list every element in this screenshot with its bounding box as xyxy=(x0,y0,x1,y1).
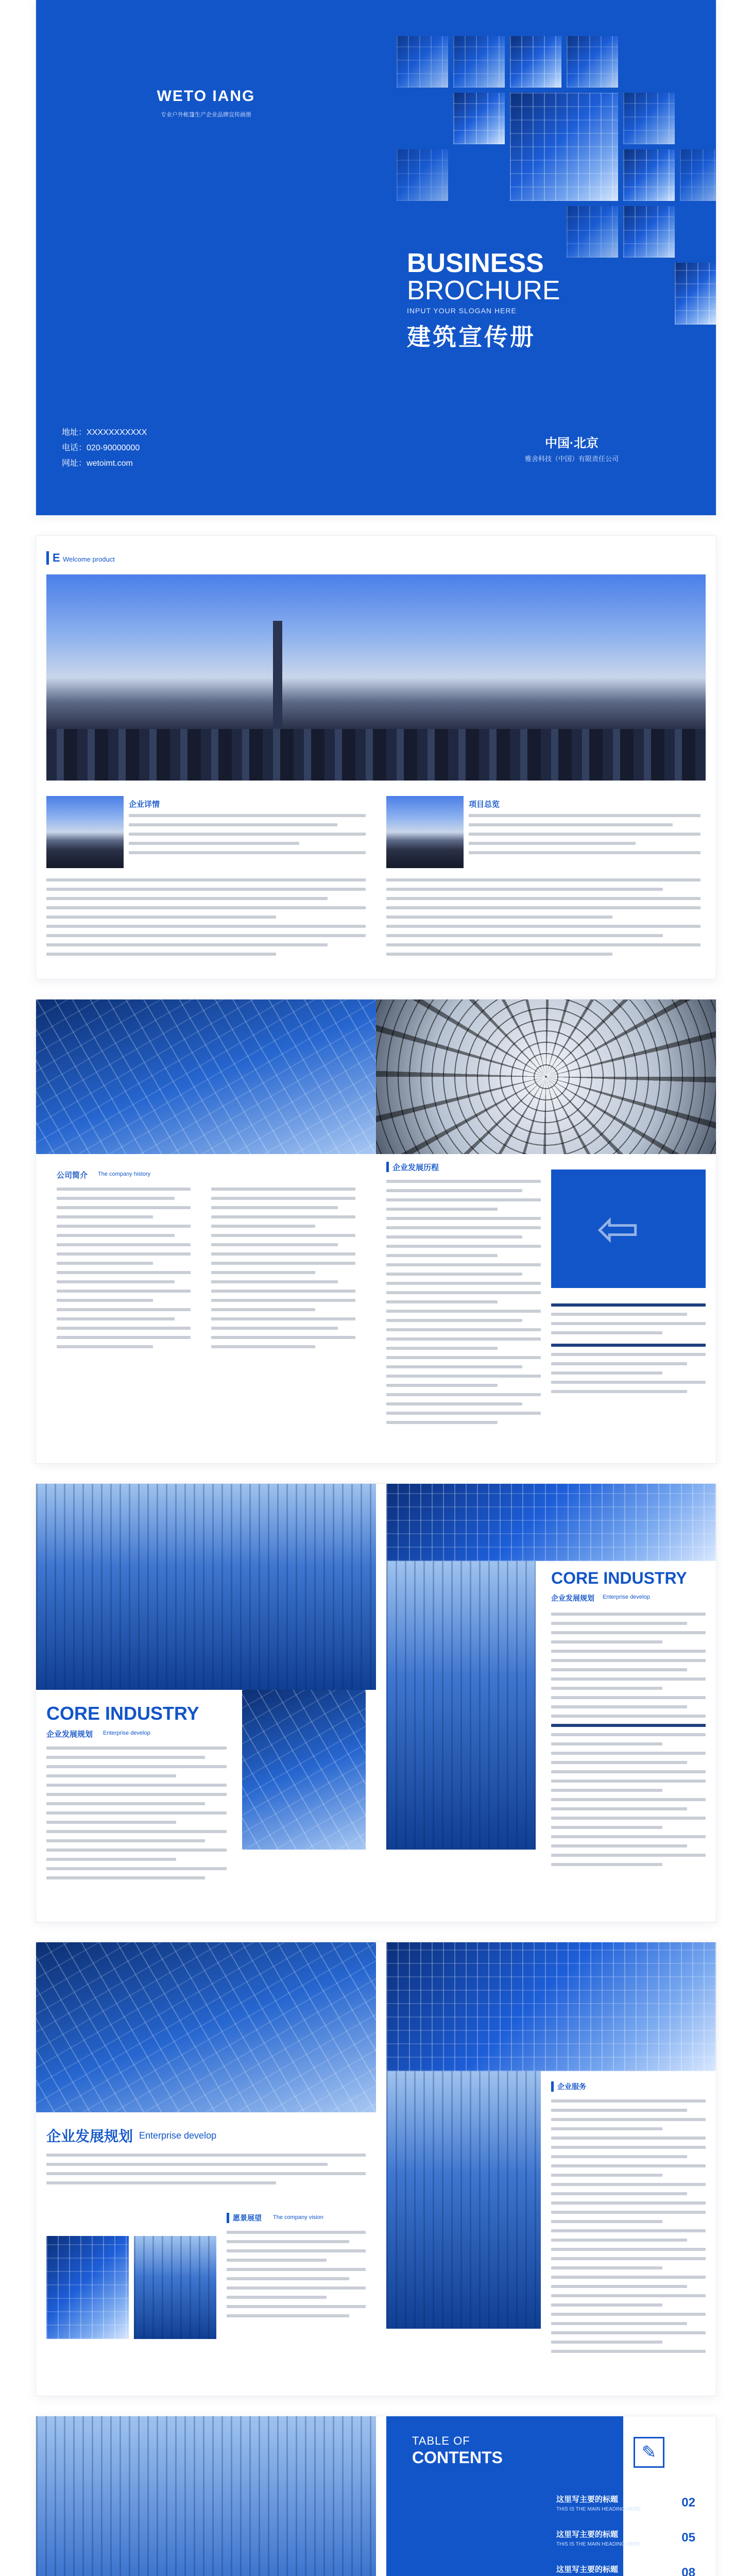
address-value: XXXXXXXXXXX xyxy=(87,428,147,437)
tag-bar xyxy=(551,2081,554,2092)
welcome-spread xyxy=(36,536,716,979)
text-block xyxy=(551,1613,706,1872)
mosaic-tile xyxy=(623,93,675,144)
company-spread xyxy=(36,999,716,1463)
detail-image-left xyxy=(46,796,124,868)
toc-page-number[interactable]: 08 xyxy=(681,2566,695,2576)
text-block xyxy=(227,2231,366,2324)
tower-image xyxy=(36,1484,376,1690)
text-block xyxy=(469,814,700,860)
history-heading: 企业发展历程 xyxy=(392,1163,439,1172)
toc-item-sub: THIS IS THE MAIN HEADING HERE xyxy=(556,2541,641,2547)
front-cover xyxy=(376,0,716,515)
toc-spread xyxy=(36,2416,716,2576)
mosaic-tile xyxy=(680,149,716,201)
plan-heading-en-right: Enterprise develop xyxy=(603,1594,650,1600)
text-block xyxy=(211,1188,355,1354)
section-heading-left: 企业详情 xyxy=(129,800,160,809)
text-block xyxy=(46,2154,366,2191)
arrow-icon: ⇦ xyxy=(596,1200,640,1258)
enterprise-spread xyxy=(36,1942,716,2396)
phone-value: 020-90000000 xyxy=(87,444,140,452)
plan-title: 企业发展规划 xyxy=(46,2128,133,2144)
welcome-tag-letter: E xyxy=(53,551,60,564)
city-panorama-image xyxy=(46,574,706,781)
facade-image-a xyxy=(46,2236,129,2339)
phone-label: 电话： xyxy=(62,444,87,452)
cover-cn-title: 建筑宣传册 xyxy=(407,324,536,350)
toc-item-sub: THIS IS THE MAIN HEADING HERE xyxy=(556,2506,641,2512)
section-heading-right: 项目总览 xyxy=(469,800,500,809)
cover-location: 中国·北京 xyxy=(545,436,599,450)
toc-item[interactable] xyxy=(556,2564,659,2576)
toc-title-2: CONTENTS xyxy=(412,2448,503,2467)
core-industry-spread xyxy=(36,1484,716,1922)
toc-item[interactable] xyxy=(556,2494,659,2512)
core-industry-title: CORE INDUSTRY xyxy=(46,1703,199,1724)
tag-bar xyxy=(227,2213,229,2223)
toc-item[interactable] xyxy=(556,2529,659,2547)
skyline xyxy=(46,729,706,781)
building-image-top xyxy=(386,1942,716,2071)
toc-item-title: 这里写主要的标题 xyxy=(556,2495,619,2504)
text-block xyxy=(386,1180,541,1430)
facade-image-b xyxy=(134,2236,216,2339)
plan-title-en: Enterprise develop xyxy=(139,2130,217,2141)
detail-image-right xyxy=(386,796,464,868)
toc-item-title: 这里写主要的标题 xyxy=(556,2565,619,2574)
book-icon: ✎ xyxy=(634,2437,664,2468)
plan-heading: 企业发展规划 xyxy=(46,1730,93,1739)
service-heading: 企业服务 xyxy=(557,2082,586,2091)
company-heading: 公司简介 xyxy=(57,1171,88,1180)
toc-page-number[interactable]: 02 xyxy=(681,2496,695,2510)
mosaic-tile xyxy=(453,93,505,144)
glass-facade-image xyxy=(36,999,376,1154)
company-heading-en: The company history xyxy=(98,1171,151,1177)
skyscraper-image xyxy=(36,2416,376,2576)
contact-block xyxy=(62,425,147,471)
mosaic-tile xyxy=(397,149,448,201)
mosaic-tile xyxy=(510,36,561,88)
building-image-top xyxy=(386,1484,716,1561)
vision-heading-en: The company vision xyxy=(273,2214,323,2221)
cover-slogan: INPUT YOUR SLOGAN HERE xyxy=(407,307,517,315)
toc-item-title: 这里写主要的标题 xyxy=(556,2530,619,2539)
text-block xyxy=(46,1747,227,1886)
core-industry-title-right: CORE INDUSTRY xyxy=(551,1569,687,1587)
tag-bar xyxy=(386,1162,389,1172)
back-cover xyxy=(36,0,376,515)
text-block xyxy=(386,878,700,962)
welcome-tag-text: Welcome product xyxy=(63,555,115,563)
text-block xyxy=(46,878,366,962)
tag-bar xyxy=(46,551,49,565)
building-image-tall xyxy=(386,1561,536,1850)
building-image-tall xyxy=(386,2071,541,2329)
text-block xyxy=(551,2099,706,2359)
cover-spread xyxy=(36,0,716,515)
facade-image xyxy=(242,1690,366,1850)
blue-arrow-panel xyxy=(551,1170,706,1288)
text-block xyxy=(129,814,366,860)
mosaic-tile xyxy=(453,36,505,88)
brand-name: WETO IANG xyxy=(157,88,255,105)
cover-title-1: BUSINESS xyxy=(407,248,544,278)
vision-heading: 愿景展望 xyxy=(233,2214,262,2222)
mosaic-tile xyxy=(675,263,716,325)
brand-tagline: 专业户外帐篷生产企业品牌宣传画册 xyxy=(161,112,251,118)
plan-heading-right: 企业发展规划 xyxy=(551,1594,594,1602)
mosaic-tile xyxy=(623,149,675,201)
web-label: 网址： xyxy=(62,459,87,468)
text-block xyxy=(57,1188,191,1354)
mosaic-tile xyxy=(567,36,618,88)
address-label: 地址： xyxy=(62,428,87,437)
toc-page-number[interactable]: 05 xyxy=(681,2531,695,2545)
web-value: wetoimt.com xyxy=(87,459,133,468)
plan-heading-en: Enterprise develop xyxy=(103,1730,150,1736)
dome-ceiling-image xyxy=(376,999,716,1154)
glass-panorama-image xyxy=(36,1942,376,2112)
mosaic-tile xyxy=(623,206,675,258)
text-block xyxy=(551,1303,706,1399)
cover-title-2: BROCHURE xyxy=(407,276,560,306)
toc-title-1: TABLE OF xyxy=(412,2434,470,2447)
mosaic-tile xyxy=(567,206,618,258)
cover-company: 雅舍科技（中国）有限责任公司 xyxy=(524,455,619,463)
mosaic-tile xyxy=(397,36,448,88)
mosaic-tile xyxy=(510,93,618,201)
